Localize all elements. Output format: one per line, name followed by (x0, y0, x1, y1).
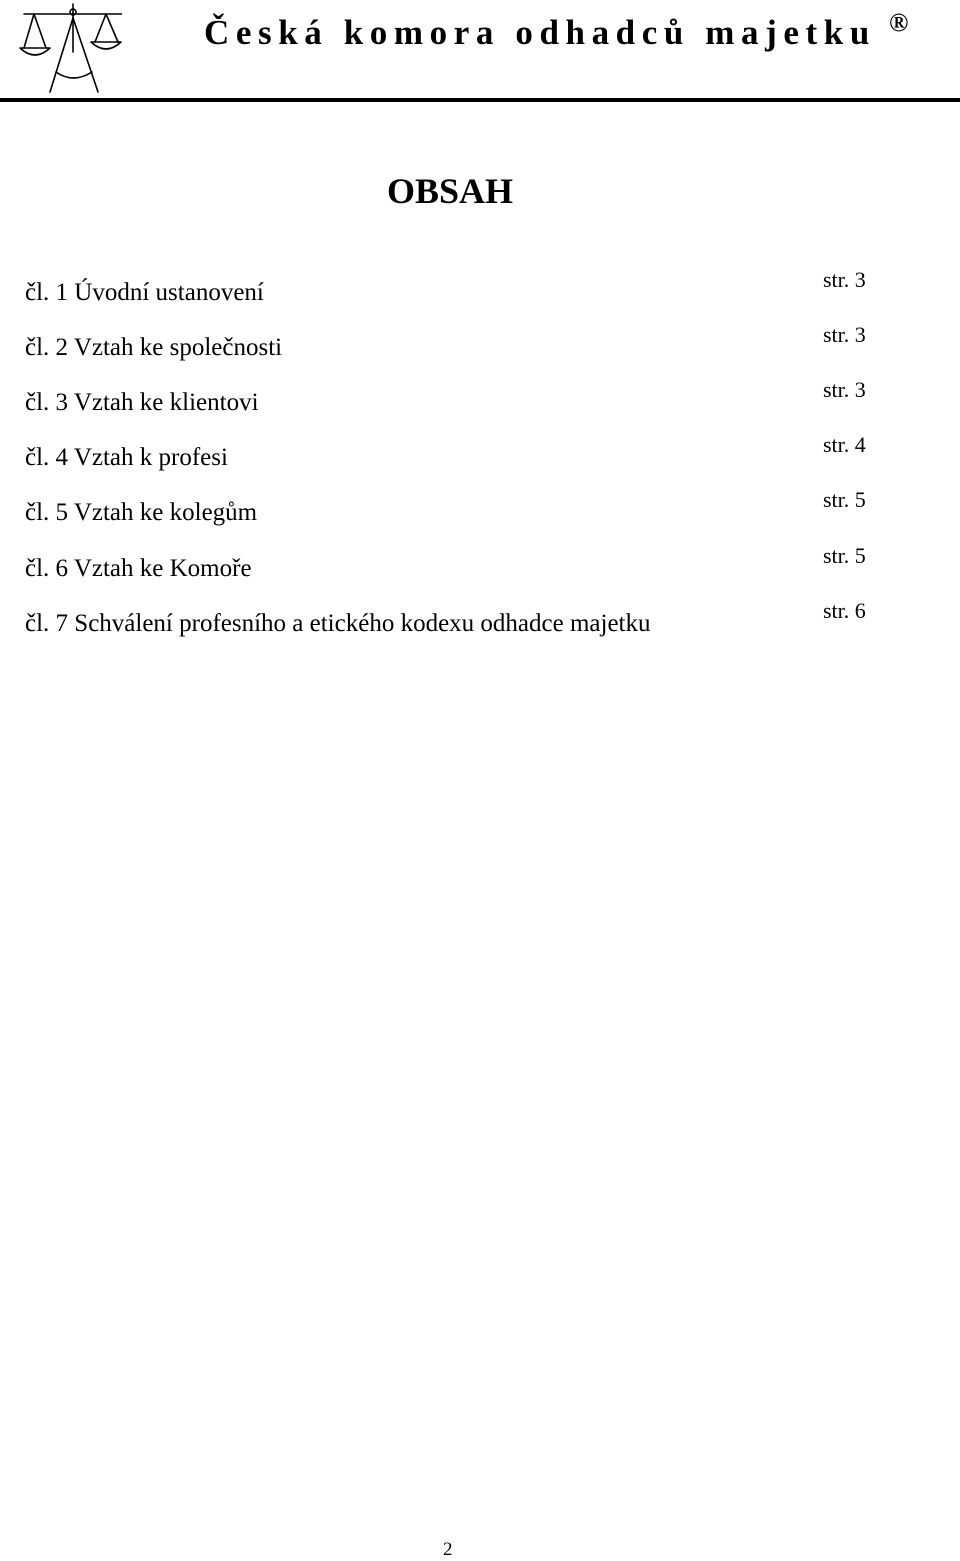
toc-entry-page: str. 3 (823, 322, 866, 347)
toc-heading: OBSAH (387, 171, 514, 211)
registered-trademark: ® (889, 8, 909, 37)
organization-name: Česká komora odhadců majetku (204, 13, 876, 52)
toc-entry-title: čl. 1 Úvodní ustanovení (25, 279, 264, 306)
toc-entry-title: čl. 3 Vztah ke klientovi (25, 389, 259, 416)
toc-entry-page: str. 5 (823, 543, 866, 568)
toc-entry-title: čl. 6 Vztah ke Komoře (25, 555, 252, 582)
page-number: 2 (443, 1539, 453, 1560)
page-header (0, 0, 960, 104)
toc-entry-page: str. 6 (823, 598, 866, 623)
toc-entry-title: čl. 4 Vztah k profesi (25, 444, 228, 471)
toc-entry-title: čl. 5 Vztah ke kolegům (25, 499, 258, 526)
header-divider (0, 98, 960, 102)
toc-entry-title: čl. 2 Vztah ke společnosti (25, 334, 283, 361)
toc-entry-page: str. 4 (823, 432, 866, 457)
toc-entry-page: str. 5 (823, 487, 866, 512)
toc-entry-page: str. 3 (823, 377, 866, 402)
scales-compass-logo-icon (2, 0, 122, 94)
toc-entry-page: str. 3 (823, 267, 866, 292)
toc-entry-title: čl. 7 Schválení profesního a etického kodexu odhadce majetku (25, 610, 651, 637)
